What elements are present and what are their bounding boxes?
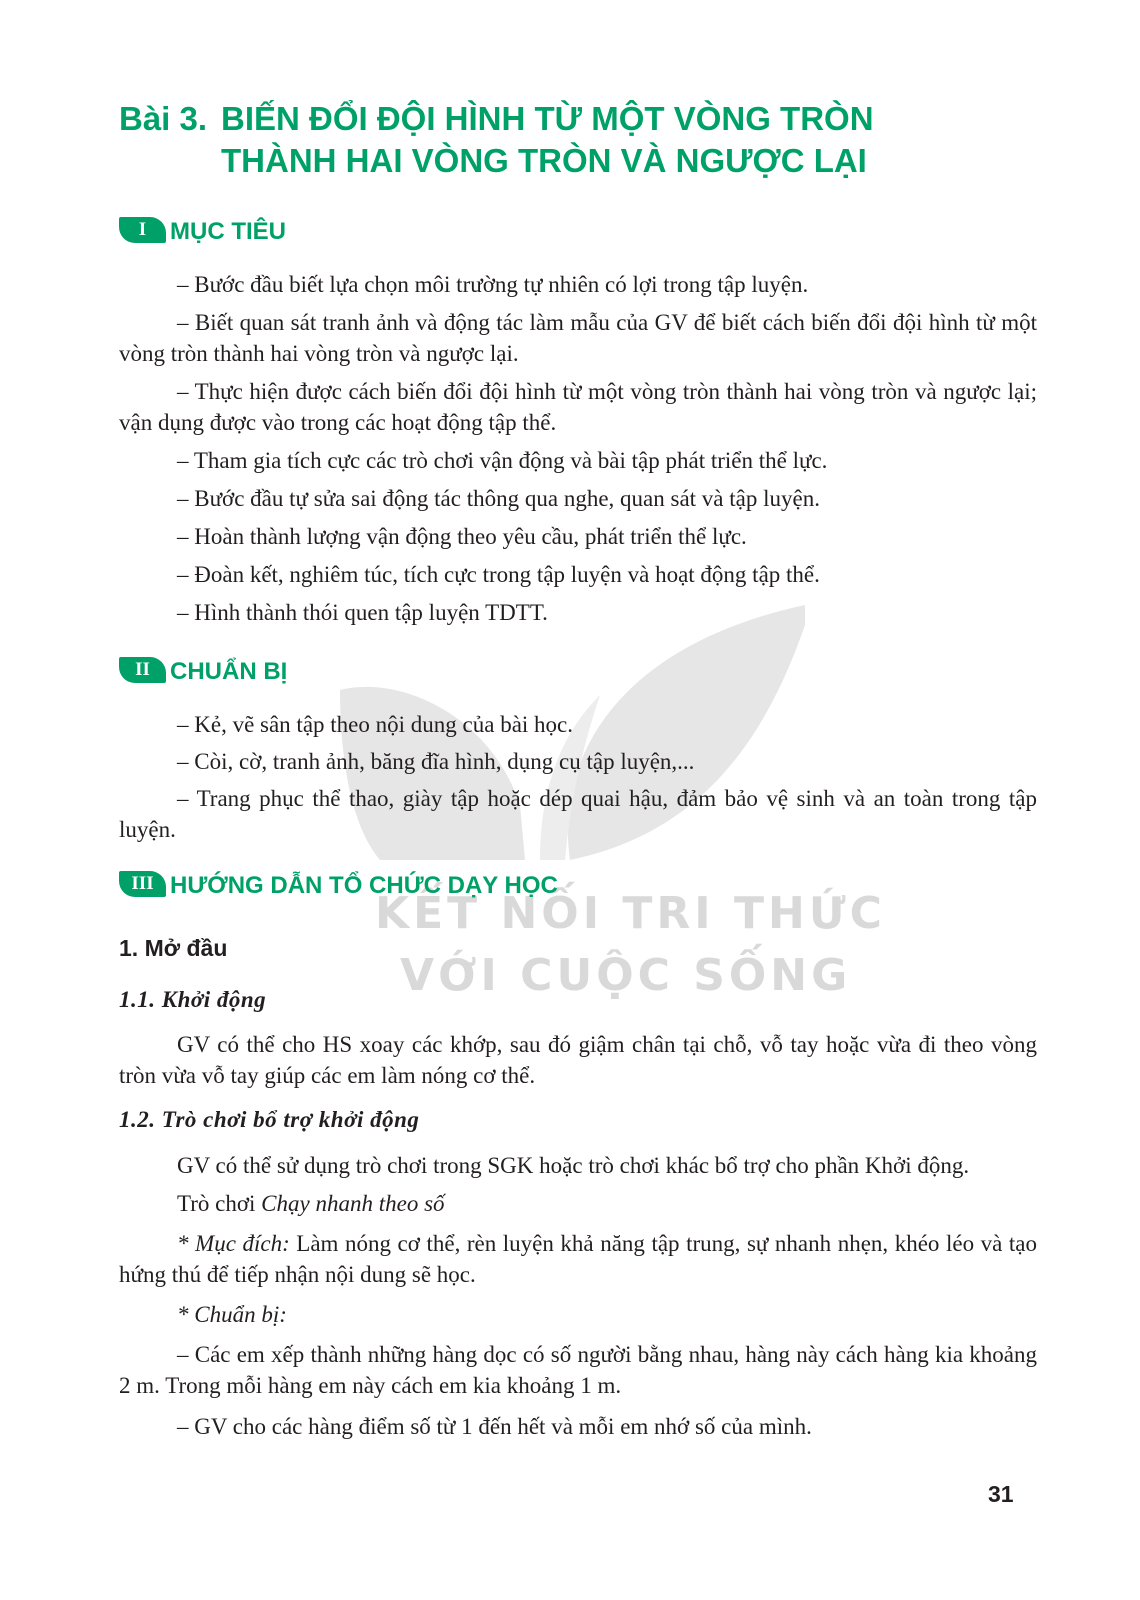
objective-item: – Hình thành thói quen tập luyện TDTT. bbox=[177, 600, 548, 625]
lesson-title-line-2: THÀNH HAI VÒNG TRÒN VÀ NGƯỢC LẠI bbox=[221, 142, 867, 179]
preparation-item: – Còi, cờ, tranh ảnh, băng đĩa hình, dụng cụ tập luyện,... bbox=[177, 749, 695, 774]
section-title: CHUẨN BỊ bbox=[170, 658, 288, 685]
game-prefix: Trò chơi bbox=[177, 1191, 262, 1216]
lesson-title-line-1: BIẾN ĐỔI ĐỘI HÌNH TỪ MỘT VÒNG TRÒN bbox=[221, 100, 874, 137]
preparation-item: – Kẻ, vẽ sân tập theo nội dung của bài học. bbox=[177, 712, 573, 737]
purpose-paragraph bbox=[119, 1228, 1037, 1290]
purpose-label: * Mục đích: bbox=[177, 1231, 290, 1256]
subsection-heading: 1.1. Khởi động bbox=[119, 987, 267, 1012]
game-prep-item: – GV cho các hàng điểm số từ 1 đến hết và mỗi em nhớ số của mình. bbox=[177, 1414, 812, 1439]
watermark-line-1: KẾT NỐI TRI THỨC bbox=[375, 888, 886, 939]
game-name: Chạy nhanh theo số bbox=[261, 1191, 445, 1216]
objective-item: – Tham gia tích cực các trò chơi vận động và bài tập phát triển thể lực. bbox=[177, 448, 828, 473]
objective-item: – Đoàn kết, nghiêm túc, tích cực trong tập luyện và hoạt động tập thể. bbox=[177, 562, 820, 587]
lesson-number: Bài 3. bbox=[119, 100, 208, 137]
page-number: 31 bbox=[988, 1481, 1014, 1507]
watermark-line-2: VỚI CUỘC SỐNG bbox=[400, 950, 852, 1001]
section-number-badge: I bbox=[119, 217, 166, 243]
subsection-heading: 1. Mở đầu bbox=[119, 935, 228, 961]
objective-item: – Bước đầu biết lựa chọn môi trường tự nhiên có lợi trong tập luyện. bbox=[177, 272, 809, 297]
section-number-badge: II bbox=[119, 657, 166, 683]
subsection-heading: 1.2. Trò chơi bổ trợ khởi động bbox=[119, 1107, 420, 1132]
objective-item: – Thực hiện được cách biến đổi đội hình từ một vòng tròn thành hai vòng tròn và ngược lại; vận dụng được vào trong các hoạt động tập thể. bbox=[119, 379, 1037, 435]
game-name-line bbox=[119, 1188, 1037, 1219]
section-title: MỤC TIÊU bbox=[170, 218, 286, 245]
objective-item: – Biết quan sát tranh ảnh và động tác làm mẫu của GV để biết cách biến đổi đội hình từ một vòng tròn thành hai vòng tròn và ngược lại. bbox=[119, 310, 1037, 366]
paragraph: GV có thể sử dụng trò chơi trong SGK hoặc trò chơi khác bổ trợ cho phần Khởi động. bbox=[177, 1153, 970, 1178]
lesson-title bbox=[119, 98, 874, 182]
section-title: HƯỚNG DẪN TỔ CHỨC DẠY HỌC bbox=[170, 872, 558, 899]
preparation-label bbox=[119, 1299, 1037, 1330]
objective-item: – Bước đầu tự sửa sai động tác thông qua nghe, quan sát và tập luyện. bbox=[177, 486, 820, 511]
prep-label: * Chuẩn bị: bbox=[177, 1302, 287, 1327]
paragraph: GV có thể cho HS xoay các khớp, sau đó giậm chân tại chỗ, vỗ tay hoặc vừa đi theo vòng tròn vừa vỗ tay giúp các em làm nóng cơ thể. bbox=[119, 1032, 1037, 1088]
purpose-text: Làm nóng cơ thể, rèn luyện khả năng tập trung, sự nhanh nhẹn, khéo léo và tạo hứng thú để tiếp nhận nội dung sẽ học. bbox=[119, 1231, 1037, 1287]
objective-item: – Hoàn thành lượng vận động theo yêu cầu, phát triển thể lực. bbox=[177, 524, 747, 549]
section-number-badge: III bbox=[119, 871, 166, 897]
preparation-item: – Trang phục thể thao, giày tập hoặc dép quai hậu, đảm bảo vệ sinh và an toàn trong tập luyện. bbox=[119, 786, 1037, 842]
game-prep-item: – Các em xếp thành những hàng dọc có số người bằng nhau, hàng này cách hàng kia khoảng 2 m. Trong mỗi hàng em này cách em kia khoảng 1 m. bbox=[119, 1342, 1037, 1398]
